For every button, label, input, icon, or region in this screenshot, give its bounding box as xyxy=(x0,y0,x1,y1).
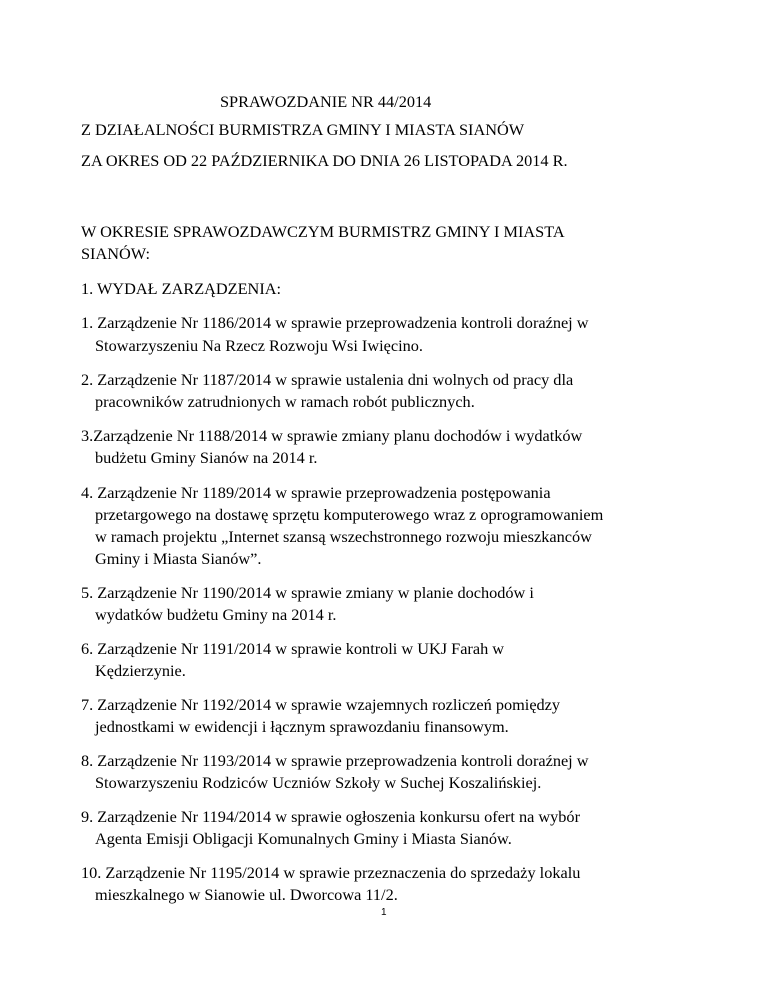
list-item-line: w ramach projektu „Internet szansą wszechstronnego rozwoju mieszkanców xyxy=(95,527,592,546)
list-item-line: 3.Zarządzenie Nr 1188/2014 w sprawie zmiany planu dochodów i wydatków xyxy=(81,426,583,445)
list-item-line: mieszkalnego w Sianowie ul. Dworcowa 11/2. xyxy=(95,885,398,904)
list-item-line: 8. Zarządzenie Nr 1193/2014 w sprawie przeprowadzenia kontroli doraźnej w xyxy=(81,751,589,770)
section-heading: 1. WYDAŁ ZARZĄDZENIA: xyxy=(81,279,282,298)
document-title: SPRAWOZDANIE NR 44/2014 xyxy=(220,92,432,111)
intro-line-1: W OKRESIE SPRAWOZDAWCZYM BURMISTRZ GMINY I MIASTA xyxy=(81,222,565,241)
list-item-line: 9. Zarządzenie Nr 1194/2014 w sprawie ogłoszenia konkursu ofert na wybór xyxy=(81,807,580,826)
intro-line-2: SIANÓW: xyxy=(81,244,151,263)
list-item-line: 5. Zarządzenie Nr 1190/2014 w sprawie zmiany w planie dochodów i xyxy=(81,583,534,602)
list-item-line: 2. Zarządzenie Nr 1187/2014 w sprawie ustalenia dni wolnych od pracy dla xyxy=(81,370,574,389)
list-item-line: Stowarzyszeniu Rodziców Uczniów Szkoły w Suchej Koszalińskiej. xyxy=(95,773,542,792)
list-item-line: 6. Zarządzenie Nr 1191/2014 w sprawie kontroli w UKJ Farah w xyxy=(81,639,505,658)
list-item-line: pracowników zatrudnionych w ramach robót publicznych. xyxy=(95,392,475,411)
list-item-line: Gminy i Miasta Sianów”. xyxy=(95,549,262,568)
list-item-line: 10. Zarządzenie Nr 1195/2014 w sprawie przeznaczenia do sprzedaży lokalu xyxy=(81,863,581,882)
list-item-line: wydatków budżetu Gminy na 2014 r. xyxy=(95,605,337,624)
list-item-line: Stowarzyszeniu Na Rzecz Rozwoju Wsi Iwięcino. xyxy=(95,336,423,355)
list-item-line: 1. Zarządzenie Nr 1186/2014 w sprawie przeprowadzenia kontroli doraźnej w xyxy=(81,313,589,332)
reporting-period: ZA OKRES OD 22 PAŹDZIERNIKA DO DNIA 26 LISTOPADA 2014 R. xyxy=(81,151,568,170)
document-subtitle: Z DZIAŁALNOŚCI BURMISTRZA GMINY I MIASTA SIANÓW xyxy=(81,120,525,139)
page-number: 1 xyxy=(381,907,387,918)
list-item-line: Agenta Emisji Obligacji Komunalnych Gminy i Miasta Sianów. xyxy=(95,829,512,848)
list-item-line: Kędzierzynie. xyxy=(95,661,186,680)
list-item-line: 7. Zarządzenie Nr 1192/2014 w sprawie wzajemnych rozliczeń pomiędzy xyxy=(81,695,561,714)
list-item-line: budżetu Gminy Sianów na 2014 r. xyxy=(95,448,318,467)
list-item-line: przetargowego na dostawę sprzętu komputerowego wraz z oprogramowaniem xyxy=(95,505,604,524)
list-item-line: 4. Zarządzenie Nr 1189/2014 w sprawie przeprowadzenia postępowania xyxy=(81,483,551,502)
list-item-line: jednostkami w ewidencji i łącznym sprawozdaniu finansowym. xyxy=(95,717,509,736)
